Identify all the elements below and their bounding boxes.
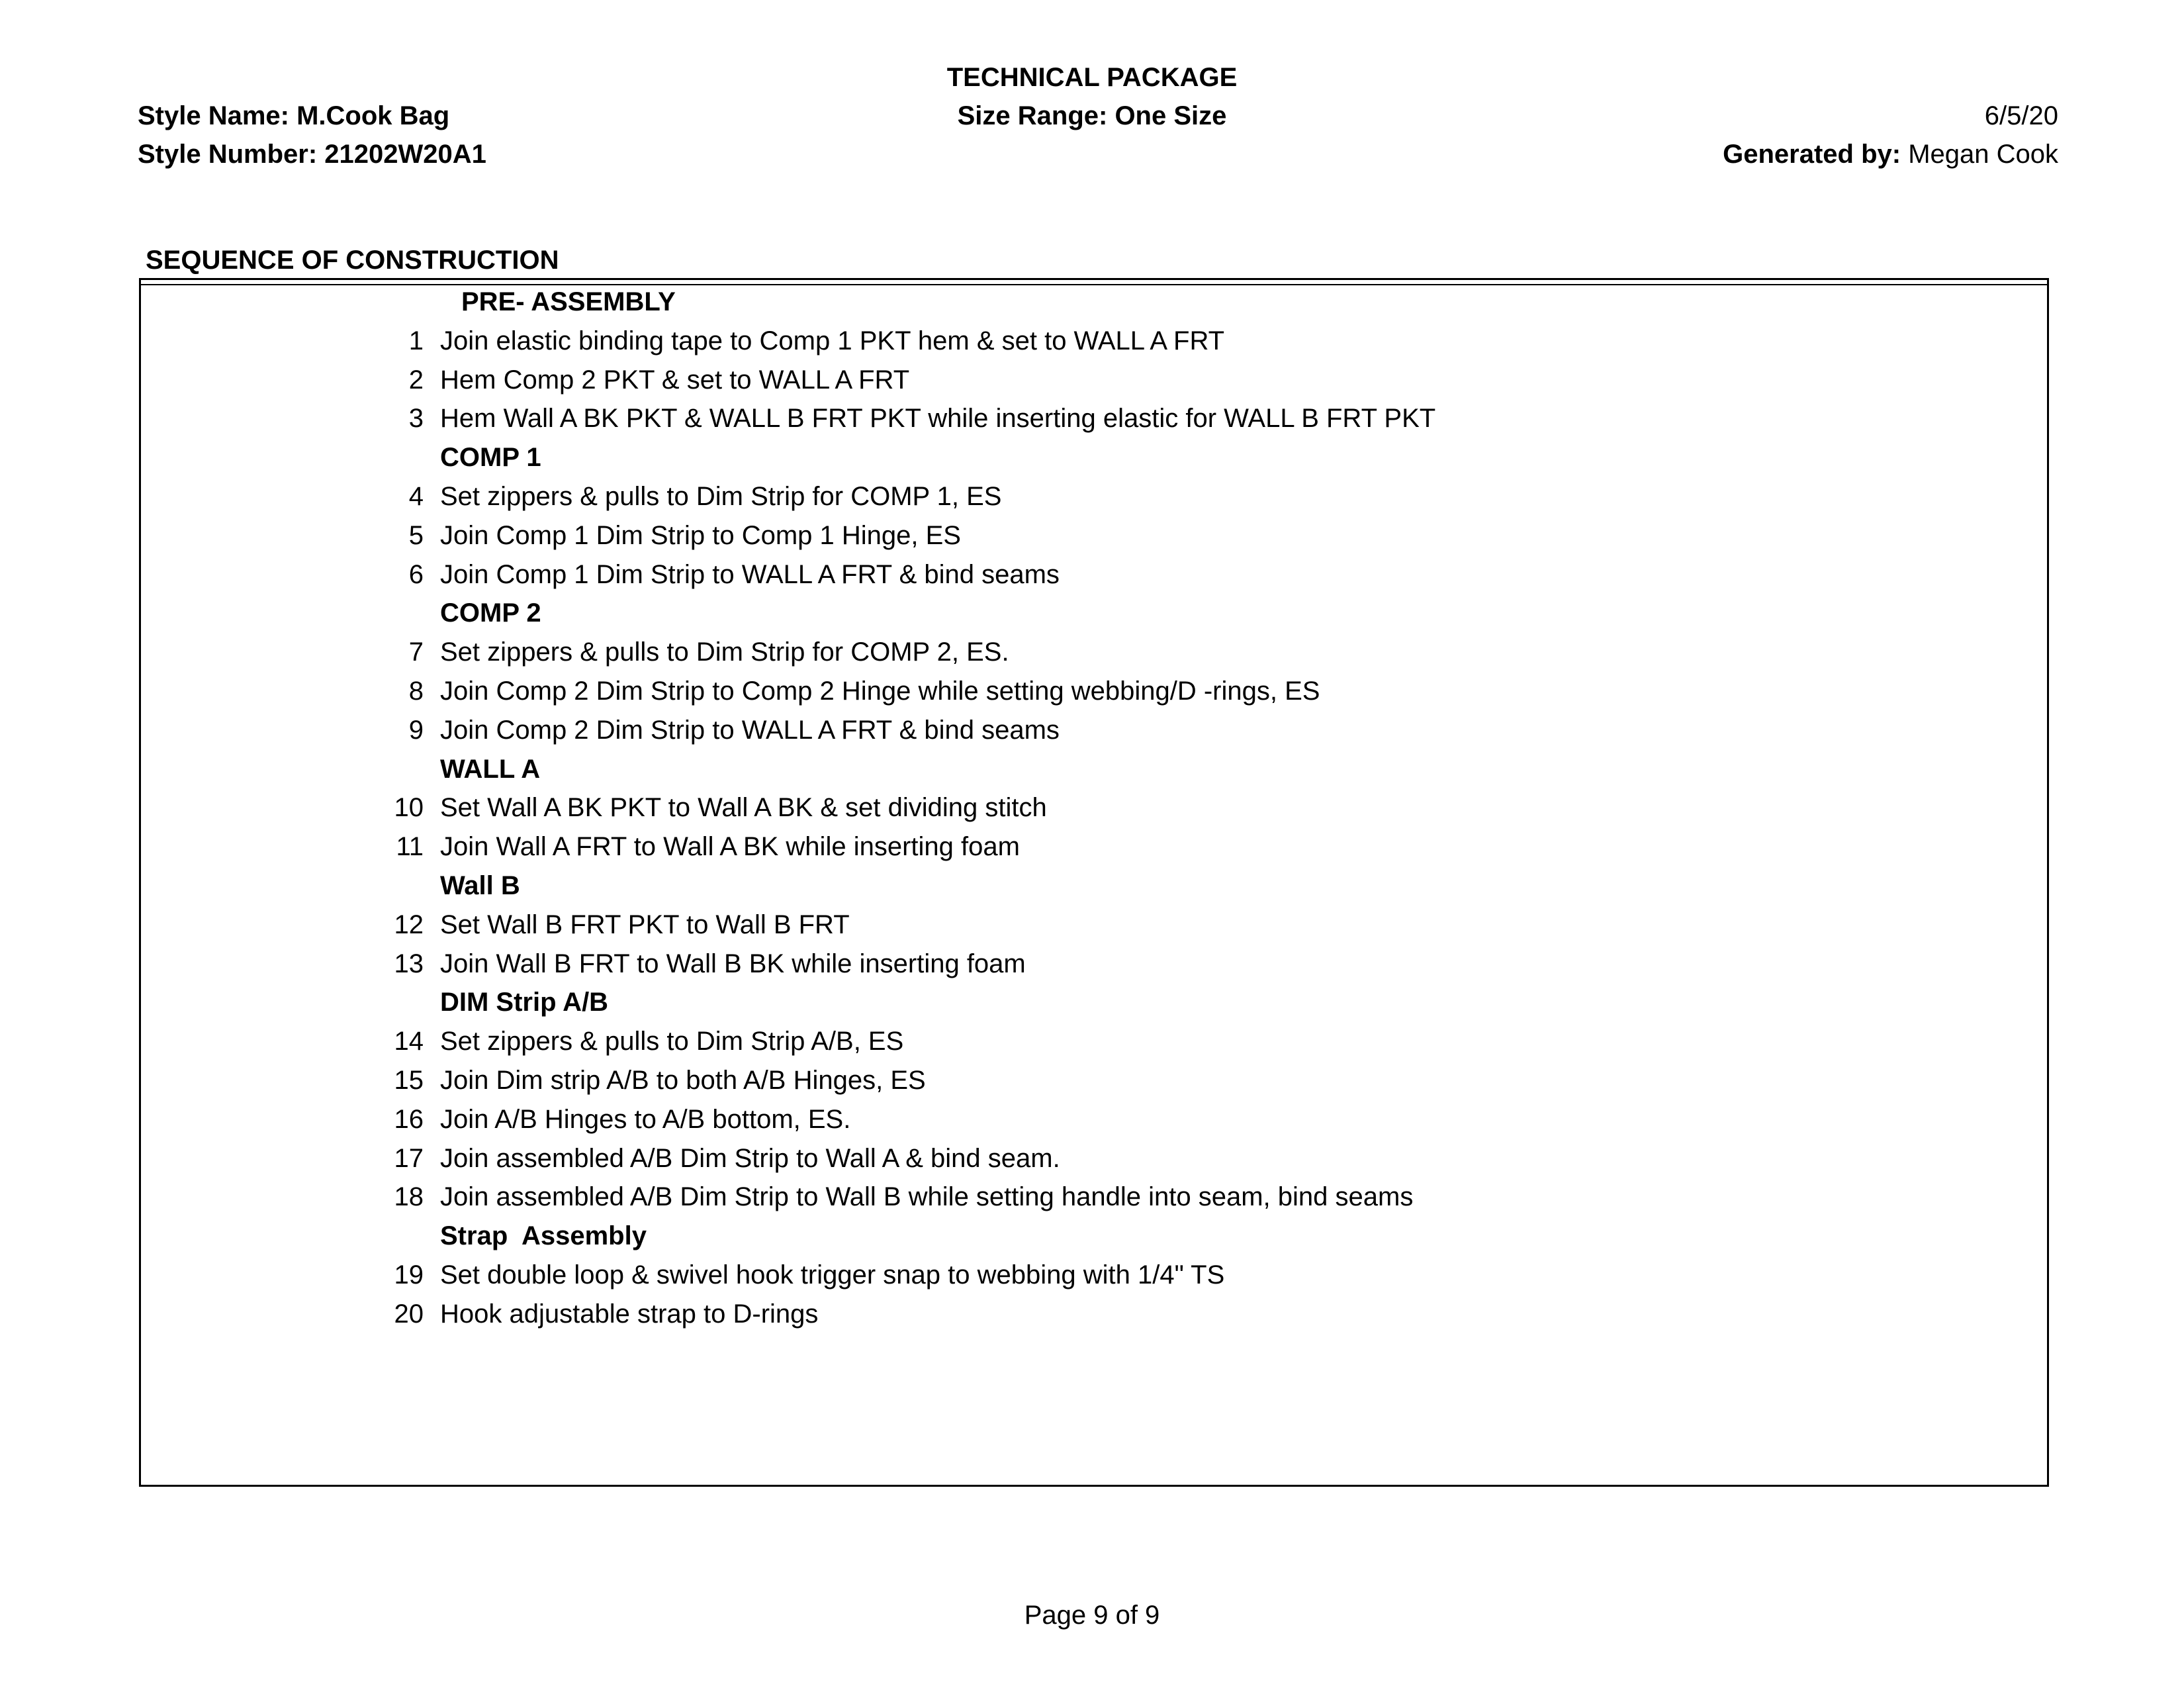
style-number: Style Number: 21202W20A1 bbox=[138, 140, 486, 169]
step-number: 7 bbox=[408, 637, 424, 667]
step-text: Set Wall A BK PKT to Wall A BK & set dividing stitch bbox=[440, 793, 1047, 823]
step-number: 19 bbox=[394, 1260, 424, 1289]
sequence-step bbox=[0, 717, 2184, 756]
step-number: 17 bbox=[394, 1143, 424, 1173]
step-number: 15 bbox=[394, 1065, 424, 1095]
step-number: 10 bbox=[394, 793, 424, 823]
step-number: 2 bbox=[408, 365, 424, 395]
step-text: Set zippers & pulls to Dim Strip for COMP 2, ES. bbox=[440, 637, 1009, 667]
sequence-step bbox=[0, 1184, 2184, 1223]
document-title: TECHNICAL PACKAGE bbox=[946, 63, 1238, 92]
sequence-step bbox=[0, 833, 2184, 872]
sequence-group-header bbox=[0, 600, 2184, 639]
step-number: 9 bbox=[408, 715, 424, 745]
sequence-step bbox=[0, 1067, 2184, 1106]
sequence-step bbox=[0, 522, 2184, 561]
step-number: 12 bbox=[394, 910, 424, 939]
construction-sequence-list bbox=[0, 289, 2184, 1340]
step-text: Hem Comp 2 PKT & set to WALL A FRT bbox=[440, 365, 910, 395]
step-text: Join Wall B FRT to Wall B BK while inserting foam bbox=[440, 949, 1026, 978]
step-number: 5 bbox=[408, 520, 424, 550]
document-date: 6/5/20 bbox=[1984, 101, 2058, 130]
step-number: 6 bbox=[408, 559, 424, 589]
step-text: Join Comp 2 Dim Strip to WALL A FRT & bind seams bbox=[440, 715, 1060, 745]
sequence-group-header bbox=[0, 1223, 2184, 1262]
page-number: Page 9 of 9 bbox=[1024, 1601, 1160, 1630]
step-text: Join Comp 2 Dim Strip to Comp 2 Hinge while setting webbing/D -rings, ES bbox=[440, 676, 1320, 706]
step-number: 14 bbox=[394, 1027, 424, 1056]
step-text: Join Dim strip A/B to both A/B Hinges, ES bbox=[440, 1065, 926, 1095]
step-text: Join Comp 1 Dim Strip to Comp 1 Hinge, ES bbox=[440, 520, 961, 550]
step-text: Join A/B Hinges to A/B bottom, ES. bbox=[440, 1104, 851, 1134]
generated-by-label: Generated by: bbox=[1723, 140, 1901, 169]
sequence-step bbox=[0, 561, 2184, 600]
sequence-step bbox=[0, 678, 2184, 717]
generated-by bbox=[1723, 141, 2058, 167]
step-text: Join assembled A/B Dim Strip to Wall A & bind seam. bbox=[440, 1143, 1060, 1173]
group-title: PRE- ASSEMBLY bbox=[461, 287, 676, 316]
group-title: Wall B bbox=[440, 870, 520, 900]
step-number: 1 bbox=[408, 326, 424, 355]
sequence-step bbox=[0, 639, 2184, 678]
step-number: 20 bbox=[394, 1299, 424, 1329]
sequence-step bbox=[0, 1145, 2184, 1184]
step-text: Join elastic binding tape to Comp 1 PKT hem & set to WALL A FRT bbox=[440, 326, 1225, 355]
sequence-group-header bbox=[0, 989, 2184, 1028]
step-text: Set zippers & pulls to Dim Strip A/B, ES bbox=[440, 1027, 904, 1056]
generated-by-value: Megan Cook bbox=[1901, 140, 2058, 169]
step-number: 18 bbox=[394, 1182, 424, 1212]
sequence-group-header bbox=[0, 444, 2184, 483]
step-text: Hem Wall A BK PKT & WALL B FRT PKT while inserting elastic for WALL B FRT PKT bbox=[440, 404, 1436, 434]
step-number: 8 bbox=[408, 676, 424, 706]
sequence-step bbox=[0, 483, 2184, 522]
step-text: Set double loop & swivel hook trigger snap to webbing with 1/4" TS bbox=[440, 1260, 1225, 1289]
sequence-step bbox=[0, 1301, 2184, 1340]
sequence-step bbox=[0, 951, 2184, 990]
step-text: Hook adjustable strap to D-rings bbox=[440, 1299, 819, 1329]
group-title: COMP 1 bbox=[440, 443, 541, 473]
step-text: Join assembled A/B Dim Strip to Wall B while setting handle into seam, bind seams bbox=[440, 1182, 1414, 1212]
sequence-step bbox=[0, 912, 2184, 951]
sequence-step bbox=[0, 1028, 2184, 1067]
sequence-group-header bbox=[0, 872, 2184, 912]
step-text: Join Comp 1 Dim Strip to WALL A FRT & bind seams bbox=[440, 559, 1060, 589]
sequence-step bbox=[0, 794, 2184, 833]
step-number: 11 bbox=[396, 832, 424, 862]
group-title: WALL A bbox=[440, 754, 541, 784]
style-name: Style Name: M.Cook Bag bbox=[138, 101, 450, 130]
group-title: COMP 2 bbox=[440, 598, 541, 628]
step-number: 4 bbox=[408, 481, 424, 511]
group-title: Strap Assembly bbox=[440, 1221, 647, 1251]
step-text: Join Wall A FRT to Wall A BK while inserting foam bbox=[440, 832, 1020, 862]
sequence-group-header bbox=[0, 756, 2184, 795]
step-text: Set Wall B FRT PKT to Wall B FRT bbox=[440, 910, 850, 939]
section-title: SEQUENCE OF CONSTRUCTION bbox=[146, 246, 559, 275]
step-number: 3 bbox=[408, 404, 424, 434]
step-text: Set zippers & pulls to Dim Strip for COMP 1, ES bbox=[440, 481, 1002, 511]
sequence-step bbox=[0, 405, 2184, 444]
group-title: DIM Strip A/B bbox=[440, 988, 609, 1017]
size-range: Size Range: One Size bbox=[957, 101, 1227, 130]
step-number: 13 bbox=[394, 949, 424, 978]
sequence-step bbox=[0, 1262, 2184, 1301]
step-number: 16 bbox=[394, 1104, 424, 1134]
sequence-step bbox=[0, 367, 2184, 406]
sequence-step bbox=[0, 328, 2184, 367]
sequence-step bbox=[0, 1106, 2184, 1145]
sequence-group-header bbox=[0, 289, 2184, 328]
